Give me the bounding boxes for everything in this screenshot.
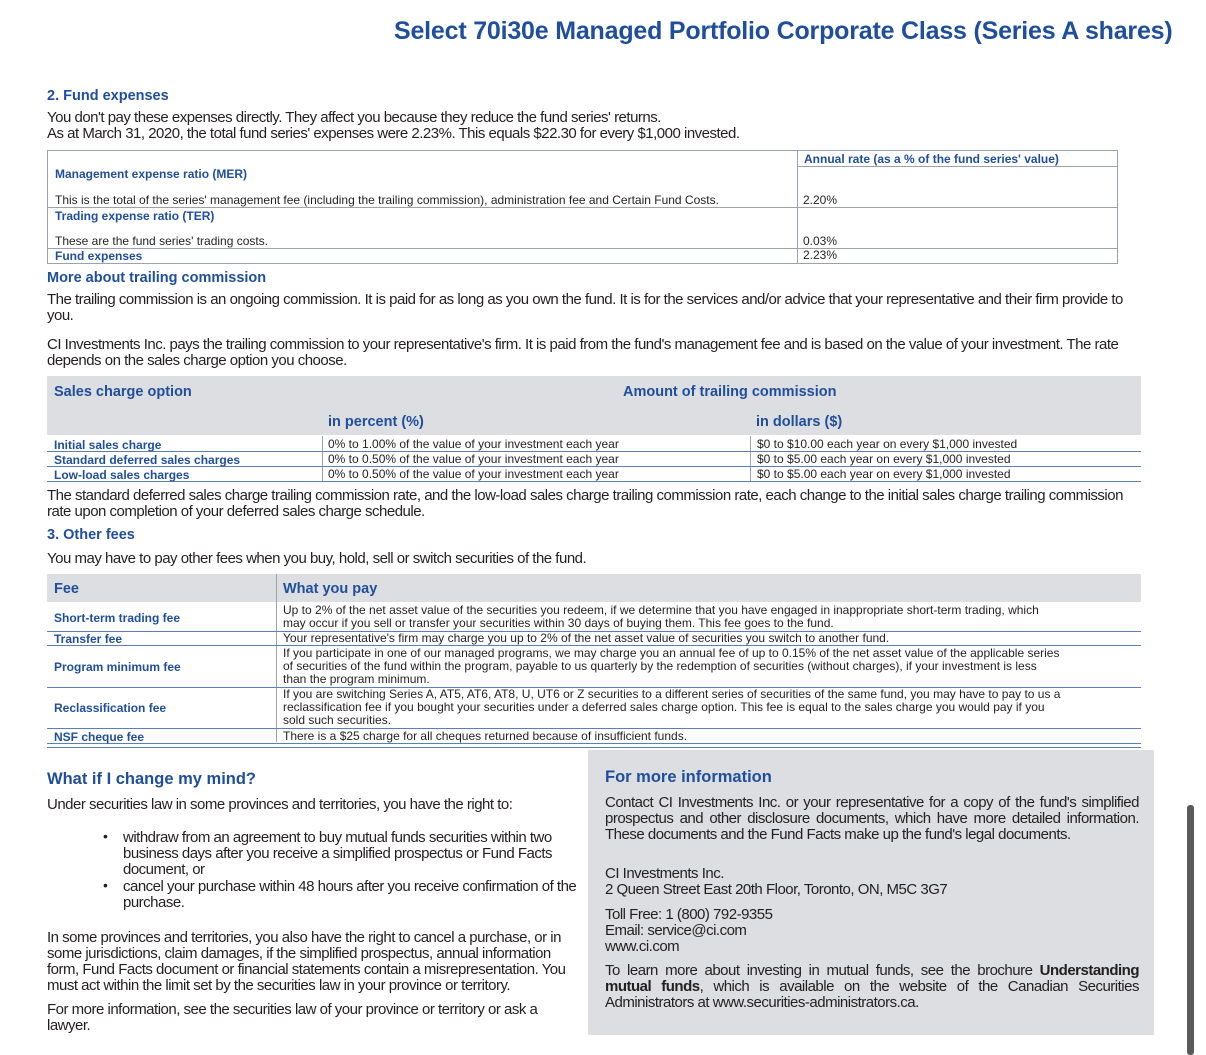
change-mind-bullet-1: withdraw from an agreement to buy mutual funds securities within two business days after you receive a simplified prospectus or Fund Facts document, or bbox=[123, 829, 553, 878]
mer-value: 2.20% bbox=[803, 193, 838, 207]
trailing-dollars-standard-deferred: $0 to $5.00 each year on every $1,000 invested bbox=[757, 452, 1011, 466]
trailing-note: The standard deferred sales charge trailing commission rate, and the low-load sales charge trailing commission rate, each change to the initial sales charge trailing commission rate upon completion of your deferred sales charge schedule. bbox=[47, 487, 1123, 520]
scrollbar[interactable] bbox=[1187, 805, 1194, 1055]
change-mind-heading: What if I change my mind? bbox=[47, 770, 257, 788]
other-fees-heading: 3. Other fees bbox=[47, 527, 135, 543]
trailing-percent-low-load: 0% to 0.50% of the value of your investment each year bbox=[328, 467, 619, 481]
ter-label: Trading expense ratio (TER) bbox=[55, 209, 215, 223]
fund-expenses-intro-1: You don't pay these expenses directly. They affect you because they reduce the fund series' returns. bbox=[47, 109, 661, 126]
pay-reclass-line-1: If you are switching Series A, AT5, AT6, AT8, U, UT6 or Z securities to a different series of securities of the same fund, you may have to pay to us a bbox=[283, 687, 1061, 701]
sales-option-initial: Initial sales charge bbox=[54, 438, 162, 452]
ter-value: 0.03% bbox=[803, 234, 838, 248]
fee-transfer: Transfer fee bbox=[54, 632, 123, 646]
change-mind-intro: Under securities law in some provinces and territories, you have the right to: bbox=[47, 796, 513, 813]
dollars-header: in dollars ($) bbox=[756, 414, 843, 430]
pay-reclass-line-2: reclassification fee if you bought your securities under a deferred sales charge option. This fee is equal to the sales charge you would pay if you bbox=[283, 700, 1045, 714]
bullet-icon: • bbox=[103, 877, 108, 893]
trailing-para-1: The trailing commission is an ongoing commission. It is paid for as long as you own the fund. It is for the services and/or advice that your representative and their firm provide to you. bbox=[47, 291, 1123, 324]
sales-option-standard-deferred: Standard deferred sales charges bbox=[54, 453, 241, 467]
mer-description: This is the total of the series' management fee (including the trailing commission), administration fee and Certain Fund Costs. bbox=[55, 193, 719, 207]
total-expenses-label: Fund expenses bbox=[55, 249, 143, 263]
percent-header: in percent (%) bbox=[328, 414, 424, 430]
pay-nsf-line-1: There is a $25 charge for all cheques returned because of insufficient funds. bbox=[283, 729, 688, 743]
fund-expenses-intro-2: As at March 31, 2020, the total fund series' expenses were 2.23%. This equals $22.30 for every $1,000 invested. bbox=[47, 125, 740, 142]
sales-charge-option-header: Sales charge option bbox=[54, 384, 192, 400]
fee-reclassification: Reclassification fee bbox=[54, 701, 167, 715]
learn-more-pre: To learn more about investing in mutual funds, see the brochure bbox=[605, 962, 1040, 979]
trailing-percent-initial: 0% to 1.00% of the value of your investment each year bbox=[328, 437, 619, 451]
trailing-amount-header: Amount of trailing commission bbox=[623, 384, 837, 400]
fund-expenses-heading: 2. Fund expenses bbox=[47, 88, 169, 104]
more-info-para: Contact CI Investments Inc. or your representative for a copy of the fund's simplified prospectus and other disclosure documents, which have more detailed information. These documents and the Fund Facts make up the fund's legal documents. bbox=[605, 794, 1139, 843]
pay-short-term-line-1: Up to 2% of the net asset value of the securities you redeem, if we determine that you have engaged in inappropriate short-term trading, which bbox=[283, 603, 1039, 617]
change-mind-para-2: For more information, see the securities law of your province or territory or ask a lawyer. bbox=[47, 1001, 538, 1034]
trailing-percent-standard-deferred: 0% to 0.50% of the value of your investment each year bbox=[328, 452, 619, 466]
trailing-dollars-initial: $0 to $10.00 each year on every $1,000 invested bbox=[757, 437, 1018, 451]
pay-program-line-3: than the program minimum. bbox=[283, 672, 430, 686]
pay-program-line-1: If you participate in one of our managed programs, we may charge you an annual fee of up to 0.15% of the net asset value of the applicable series bbox=[283, 646, 1060, 660]
change-mind-bullet-2: cancel your purchase within 48 hours after you receive confirmation of the purchase. bbox=[123, 878, 577, 911]
ter-description: These are the fund series' trading costs. bbox=[55, 234, 269, 248]
pay-reclass-line-3: sold such securities. bbox=[283, 713, 392, 727]
trailing-commission-heading: More about trailing commission bbox=[47, 270, 267, 286]
pay-short-term-line-2: may occur if you sell or transfer your securities within 30 days of buying them. This fee goes to the fund. bbox=[283, 616, 834, 630]
bullet-icon: • bbox=[103, 828, 108, 844]
other-fees-intro: You may have to pay other fees when you buy, hold, sell or switch securities of the fund. bbox=[47, 550, 587, 567]
mer-label: Management expense ratio (MER) bbox=[55, 167, 248, 181]
fee-short-term-trading: Short-term trading fee bbox=[54, 611, 181, 625]
pay-program-line-2: of securities of the fund within the program, payable to us quarterly by the redemption of securities (without charges), if your investment is less bbox=[283, 659, 1037, 673]
learn-more-post: , which is available on the website of the Canadian Securities Administrators at www.securities-administrators.ca. bbox=[605, 978, 1139, 1011]
company-name: CI Investments Inc. bbox=[605, 865, 724, 882]
trailing-para-2: CI Investments Inc. pays the trailing commission to your representative's firm. It is paid from the fund's management fee and is based on the value of your investment. The rate depends on the sales charge option you choose. bbox=[47, 336, 1119, 369]
email-link[interactable]: Email: service@ci.com bbox=[605, 922, 747, 939]
pay-transfer-line-1: Your representative's firm may charge you up to 2% of the net asset value of securities you switch to another fund. bbox=[283, 631, 890, 645]
more-info-heading: For more information bbox=[605, 768, 772, 786]
fee-program-minimum: Program minimum fee bbox=[54, 660, 181, 674]
total-expenses-value: 2.23% bbox=[803, 248, 838, 262]
website-link[interactable]: www.ci.com bbox=[605, 938, 680, 955]
annual-rate-header: Annual rate (as a % of the fund series' value) bbox=[804, 152, 1059, 166]
phone-number: Toll Free: 1 (800) 792-9355 bbox=[605, 906, 773, 923]
fee-column-header: Fee bbox=[54, 581, 79, 597]
change-mind-para-1: In some provinces and territories, you also have the right to cancel a purchase, or in some jurisdictions, claim damages, if the simplified prospectus, annual information form, Fund Facts document or financial statements contain a misrepresentation. You must act within the limit set by the securities law in your province or territory. bbox=[47, 929, 566, 994]
company-address: 2 Queen Street East 20th Floor, Toronto, ON, M5C 3G7 bbox=[605, 881, 948, 898]
brochure-title: Understanding mutual funds bbox=[605, 962, 1139, 995]
page-title: Select 70i30e Managed Portfolio Corporate Class (Series A shares) bbox=[394, 17, 1173, 45]
what-you-pay-header: What you pay bbox=[283, 581, 378, 597]
sales-option-low-load: Low-load sales charges bbox=[54, 468, 190, 482]
trailing-dollars-low-load: $0 to $5.00 each year on every $1,000 invested bbox=[757, 467, 1011, 481]
fee-nsf-cheque: NSF cheque fee bbox=[54, 730, 145, 744]
learn-more-para bbox=[605, 963, 1139, 1011]
